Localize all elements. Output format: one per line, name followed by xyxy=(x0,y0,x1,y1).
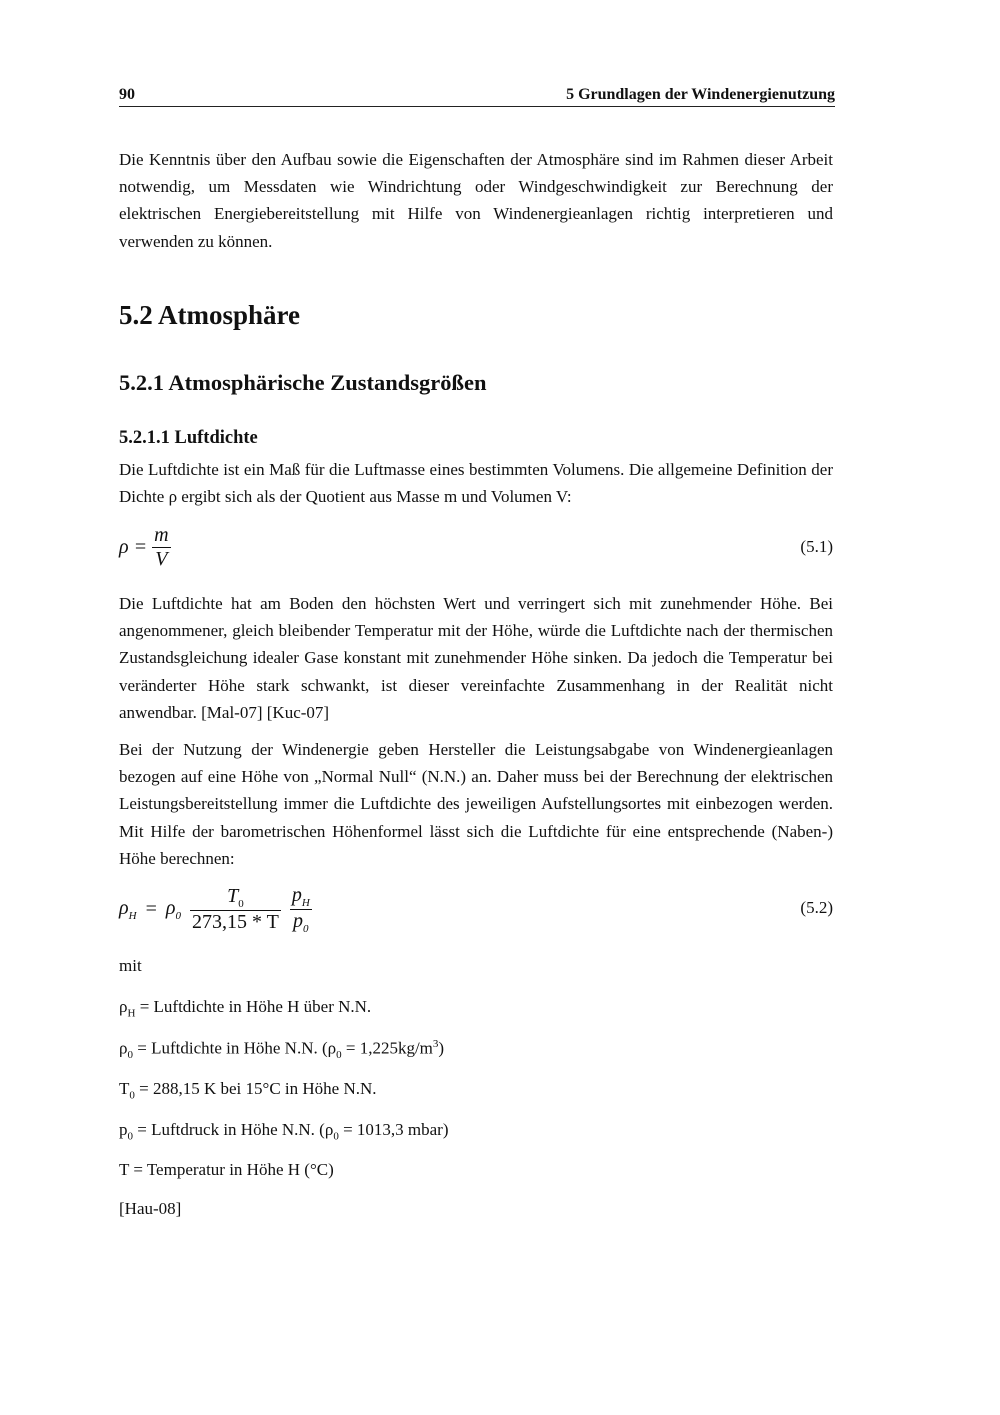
eq2-lhs xyxy=(119,897,137,922)
eq2-rho0-symbol: ρ xyxy=(165,897,176,919)
eq2-f2-denominator xyxy=(290,910,312,935)
subsubsection-heading: 5.2.1.1 Luftdichte xyxy=(119,428,258,448)
reference: [Hau-08] xyxy=(119,1199,182,1218)
def-text-2: = 1013,3 mbar) xyxy=(338,1120,449,1139)
def-subscript-2: 0 xyxy=(336,1049,342,1062)
altitude-paragraph: Die Luftdichte hat am Boden den höchsten Wert und verringert sich mit zunehmender Höhe. Bei angenommener, gleich bleibender Temperatur mit der Höhe, würde die Luftdichte nach der thermischen Zustandsgleichung idealer Gase konstant mit zunehmender Höhe sinken. Da jedoch die Temperatur bei veränderter Höhe stark schwankt, ist dieser vereinfachte Zusammenhang in der Realität nicht anwendbar. [Mal-07] [Kuc-07] xyxy=(119,594,833,722)
eq1-numerator: m xyxy=(154,524,169,546)
def-text: = Luftdichte in Höhe H über N.N. xyxy=(135,997,372,1016)
page-number: 90 xyxy=(119,86,135,103)
def-symbol: p xyxy=(119,1120,128,1139)
equation-number-5-1: (5.1) xyxy=(800,537,833,556)
def-symbol: ρ xyxy=(119,997,128,1016)
eq2-lhs-subscript: H xyxy=(128,910,137,922)
eq2-f1-numerator xyxy=(190,885,281,911)
definition-t xyxy=(119,1160,334,1180)
page-header xyxy=(119,84,835,107)
eq2-f2-num-symbol: p xyxy=(291,884,302,906)
eq2-temperature-fraction xyxy=(190,885,281,934)
eq2-f2-den-subscript: 0 xyxy=(303,923,309,935)
definition-rho-h xyxy=(119,997,371,1019)
eq2-f1-num-subscript: 0 xyxy=(238,898,244,910)
eq1-denominator: V xyxy=(155,548,168,570)
def-superscript: 3 xyxy=(432,1038,439,1050)
eq2-f2-den-symbol: p xyxy=(293,910,304,932)
eq2-f2-num-subscript: H xyxy=(301,897,310,909)
intro-paragraph: Die Kenntnis über den Aufbau sowie die Eigenschaften der Atmosphäre sind im Rahmen dieser Arbeit notwendig, um Messdaten wie Windrichtung oder Windgeschwindigkeit zur Berechnung der elektrischen Energiebereitstellung mit Hilfe von Windenergieanlagen richtig interpretieren und verwenden zu können. xyxy=(119,150,833,251)
section-heading: 5.2 Atmosphäre xyxy=(119,300,301,330)
def-text: = Temperatur in Höhe H (°C) xyxy=(129,1160,334,1179)
equation-5-2 xyxy=(119,884,312,935)
def-text: = Luftdichte in Höhe N.N. (ρ xyxy=(132,1038,337,1058)
eq2-rho0 xyxy=(165,897,181,922)
def-text-2: = 1,225kg/m xyxy=(341,1038,433,1058)
def-symbol: ρ xyxy=(119,1038,128,1058)
eq2-f2-numerator xyxy=(290,884,312,910)
equation-5-1 xyxy=(119,524,171,571)
definition-rho-0 xyxy=(119,1038,444,1061)
subsection-heading: 5.2.1 Atmosphärische Zustandsgrößen xyxy=(119,370,487,395)
eq2-f1-num-symbol: T xyxy=(227,885,239,907)
eq2-pressure-fraction xyxy=(290,884,312,935)
def-subscript: H xyxy=(127,1007,136,1020)
def-symbol: T xyxy=(119,1160,130,1179)
eq1-fraction xyxy=(152,524,170,571)
eq1-lhs: ρ = xyxy=(119,536,148,558)
def-text: = 288,15 K bei 15°C in Höhe N.N. xyxy=(134,1079,377,1098)
eq2-f1-denominator: 273,15 * T xyxy=(191,911,279,933)
wind-energy-paragraph: Bei der Nutzung der Windenergie geben Hersteller die Leistungsabgabe von Windenergieanlagen bezogen auf eine Höhe von „Normal Null“ (N.N.) an. Daher muss bei der Berechnung der elektrischen Leistungsbereitstellung immer die Luftdichte des jeweiligen Aufstellungsortes mit einbezogen werden. Mit Hilfe der barometrischen Höhenformel lässt sich die Luftdichte für eine entsprechende (Naben-) Höhe berechnen: xyxy=(119,740,833,868)
chapter-title: 5 Grundlagen der Windenergienutzung xyxy=(566,86,835,103)
def-subscript: 0 xyxy=(127,1130,133,1143)
def-symbol: T xyxy=(119,1079,130,1098)
mit-label: mit xyxy=(119,956,142,975)
definition-p-0 xyxy=(119,1120,449,1142)
def-text: = Luftdruck in Höhe N.N. (ρ xyxy=(133,1120,334,1139)
def-subscript-2: 0 xyxy=(333,1130,339,1143)
eq2-equals: = xyxy=(145,898,157,920)
density-definition-paragraph: Die Luftdichte ist ein Maß für die Luftmasse eines bestimmten Volumens. Die allgemeine Definition der Dichte ρ ergibt sich als der Quotient aus Masse m und Volumen V: xyxy=(119,460,833,507)
def-text-3: ) xyxy=(438,1038,445,1058)
eq2-rho0-subscript: 0 xyxy=(175,910,181,922)
eq2-rho-symbol: ρ xyxy=(119,897,129,919)
equation-number-5-2: (5.2) xyxy=(800,898,833,917)
def-subscript: 0 xyxy=(127,1049,133,1062)
definition-t-0 xyxy=(119,1079,377,1101)
def-subscript: 0 xyxy=(129,1089,135,1102)
